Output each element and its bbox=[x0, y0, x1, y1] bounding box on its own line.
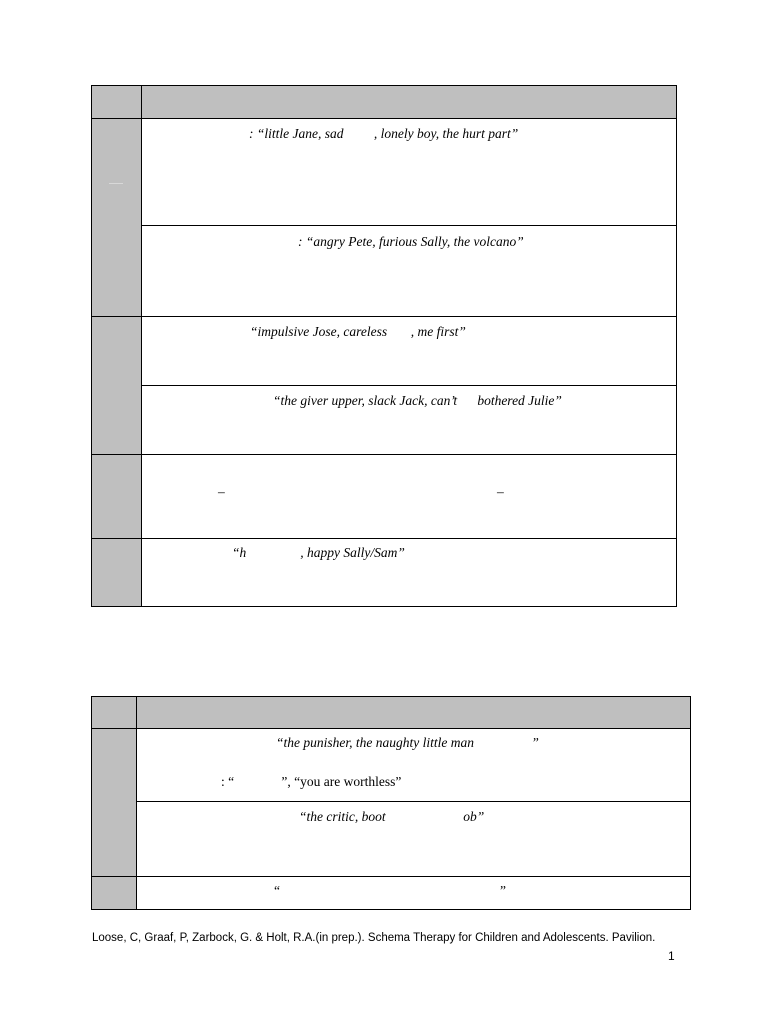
table1-group-3-label bbox=[92, 455, 141, 538]
table1-row5-left-dash: – bbox=[218, 484, 225, 499]
happy-child-mode-text: “h , happy Sally/Sam” bbox=[232, 545, 405, 560]
table2-group-1-label bbox=[92, 729, 136, 876]
schema-modes-table-1 bbox=[91, 85, 677, 607]
table2-row3-close-quote: ” bbox=[500, 883, 506, 898]
table1-row5-right-dash: – bbox=[497, 484, 504, 499]
table1-group-4-label bbox=[92, 539, 141, 606]
table2-header-row bbox=[92, 697, 690, 728]
punitive-parent-mode-text: “the punisher, the naughty little man ” bbox=[276, 735, 539, 750]
vulnerable-child-mode-text: : “little Jane, sad , lonely boy, the hurt part” bbox=[249, 126, 519, 141]
table2-group-2-label bbox=[92, 877, 136, 909]
impulsive-child-mode-text: “impulsive Jose, careless , me first” bbox=[250, 324, 466, 339]
angry-child-mode-text: : “angry Pete, furious Sally, the volcano” bbox=[298, 234, 524, 249]
citation-footer: Loose, C, Graaf, P, Zarbock, G. & Holt, R.A.(in prep.). Schema Therapy for Children and Adolescents. Pavilion. bbox=[92, 932, 656, 944]
table1-header-row bbox=[92, 86, 676, 118]
punitive-parent-example-text: : “ ”, “you are worthless” bbox=[221, 774, 402, 789]
undisciplined-child-mode-text: “the giver upper, slack Jack, can’t bothered Julie” bbox=[273, 393, 562, 408]
table1-group-1-label bbox=[92, 119, 141, 316]
table2-row3-open-quote: “ bbox=[274, 883, 280, 898]
table1-group-2-label bbox=[92, 317, 141, 454]
demanding-parent-mode-text: “the critic, boot ob” bbox=[299, 809, 485, 824]
schema-modes-table-2 bbox=[91, 696, 691, 910]
page-number: 1 bbox=[668, 949, 675, 963]
faint-dash-mark bbox=[109, 183, 123, 184]
